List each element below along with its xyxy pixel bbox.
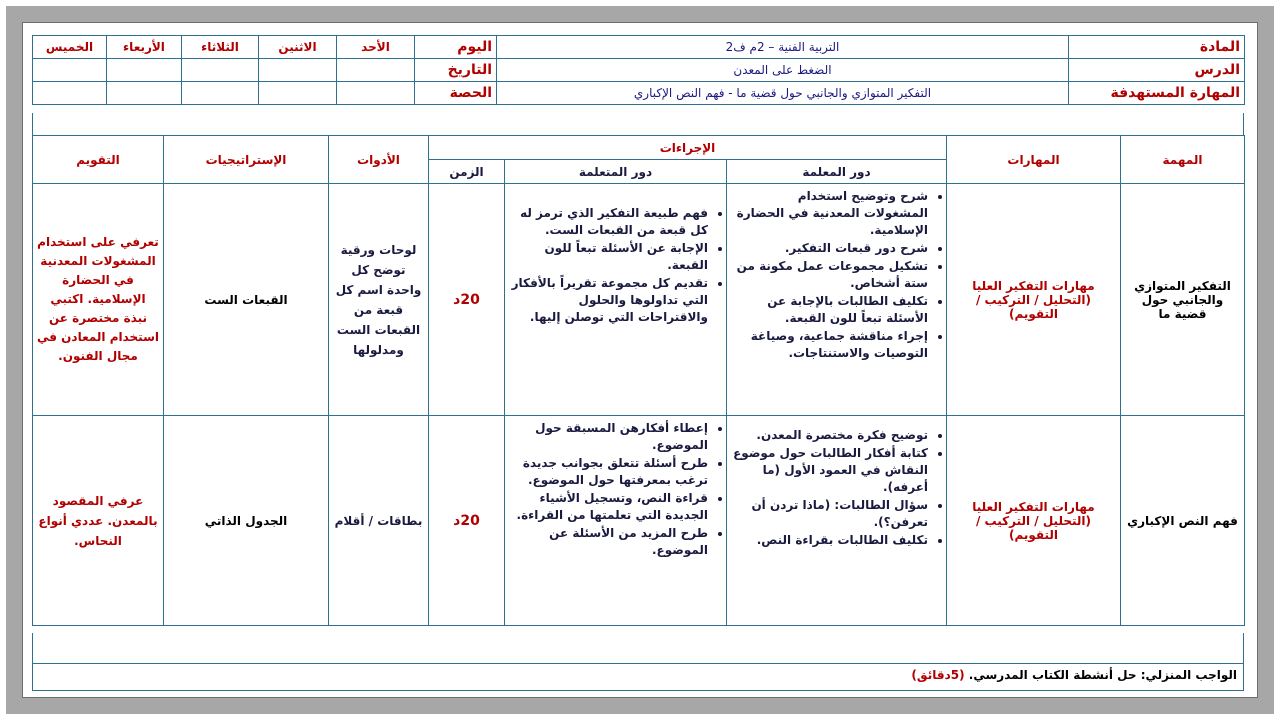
period-cell: [33, 82, 107, 105]
list-item: • شرح وتوضيح استخدام المشغولات المعدنية في الحضارة الإسلامية.: [731, 188, 928, 239]
subject-value: التربية الفنية – 2م ف2: [497, 36, 1069, 59]
task-cell: فهم النص الإكباري: [1121, 416, 1245, 626]
strategies-cell: الجدول الذاتي: [164, 416, 329, 626]
time-cell: 20د: [429, 184, 505, 416]
list-item: • فهم طبيعة التفكير الذي ترمز له كل قبعة من القبعات الست.: [509, 205, 708, 239]
date-cell: [259, 59, 337, 82]
tools-cell: لوحات ورقية توضح كل واحدة اسم كل قبعة من القبعات الست ومدلولها: [329, 184, 429, 416]
period-cell: [337, 82, 415, 105]
col-student-role-header: دور المتعلمة: [505, 160, 727, 184]
homework-label: الواجب المنزلي:: [1140, 668, 1237, 682]
table-row: [33, 184, 1245, 416]
evaluation-cell: تعرفي على استخدام المشغولات المعدنية في الحضارة الإسلامية. اكتبي نبذة مختصرة عن استخدام المعادن في مجال الفنون.: [33, 184, 164, 416]
header-table: [32, 35, 1245, 105]
strategies-cell: القبعات الست: [164, 184, 329, 416]
skill-label: المهارة المستهدفة: [1069, 82, 1245, 105]
list-item: • سؤال الطالبات: (ماذا تردن أن تعرفن؟).: [731, 497, 928, 531]
date-label: التاريخ: [415, 59, 497, 82]
task-cell: التفكير المتوازي والجانبي حول قضية ما: [1121, 184, 1245, 416]
homework-footer: [32, 663, 1244, 691]
col-skills-header: المهارات: [947, 136, 1121, 184]
list-item: • تشكيل مجموعات عمل مكونة من ستة أشخاص.: [731, 258, 928, 292]
list-item: • تكليف الطالبات بالإجابة عن الأسئلة تبعاً للون القبعة.: [731, 293, 928, 327]
list-item: • تكليف الطالبات بقراءة النص.: [731, 532, 928, 549]
teacher-role-cell: [727, 184, 947, 416]
skill-value: التفكير المتوازي والجانبي حول قضية ما - فهم النص الإكباري: [497, 82, 1069, 105]
student-role-cell: [505, 184, 727, 416]
list-item: • طرح أسئلة تتعلق بجوانب جديدة ترغب بمعرفتها حول الموضوع.: [509, 455, 708, 489]
period-label: الحصة: [415, 82, 497, 105]
time-cell: 20د: [429, 416, 505, 626]
day-wednesday: الأربعاء: [107, 36, 182, 59]
list-item: • إعطاء أفكارهن المسبقة حول الموضوع.: [509, 420, 708, 454]
list-item: • إجراء مناقشة جماعية، وصياغة التوصيات والاستنتاجات.: [731, 328, 928, 362]
date-cell: [182, 59, 259, 82]
day-label: اليوم: [415, 36, 497, 59]
period-cell: [259, 82, 337, 105]
date-cell: [33, 59, 107, 82]
spacer-row: [32, 113, 1244, 135]
list-item: • طرح المزيد من الأسئلة عن الموضوع.: [509, 525, 708, 559]
list-item: • كتابة أفكار الطالبات حول موضوع النقاش في العمود الأول (ما أعرفه).: [731, 445, 928, 496]
tools-cell: بطاقات / أقلام: [329, 416, 429, 626]
skills-cell: مهارات التفكير العليا (التحليل / التركيب / التقويم): [947, 184, 1121, 416]
subject-label: المادة: [1069, 36, 1245, 59]
procedures-table: [32, 135, 1245, 626]
list-item: • شرح دور قبعات التفكير.: [731, 240, 928, 257]
table-row: [33, 416, 1245, 626]
col-tools-header: الأدوات: [329, 136, 429, 184]
list-item: • توضيح فكرة مختصرة المعدن.: [731, 427, 928, 444]
evaluation-cell: عرفي المقصود بالمعدن. عددي أنواع النحاس.: [33, 416, 164, 626]
gap-row: [32, 633, 1244, 663]
col-task-header: المهمة: [1121, 136, 1245, 184]
list-item: • قراءة النص، وتسجيل الأشياء الجديدة التي تعلمتها من القراءة.: [509, 490, 708, 524]
lesson-value: الضغط على المعدن: [497, 59, 1069, 82]
day-monday: الاثنين: [259, 36, 337, 59]
period-cell: [182, 82, 259, 105]
teacher-role-cell: [727, 416, 947, 626]
day-tuesday: الثلاثاء: [182, 36, 259, 59]
col-teacher-role-header: دور المعلمة: [727, 160, 947, 184]
homework-time: (5دقائق): [911, 668, 965, 682]
period-cell: [107, 82, 182, 105]
homework-text: حل أنشطة الكتاب المدرسي.: [968, 668, 1137, 682]
lesson-plan-sheet: [32, 35, 1244, 691]
list-item: • تقديم كل مجموعة تقريراً بالأفكار التي تداولوها والحلول والاقتراحات التي توصلن إليها.: [509, 275, 708, 326]
student-role-cell: [505, 416, 727, 626]
col-time-header: الزمن: [429, 160, 505, 184]
date-cell: [337, 59, 415, 82]
col-procedures-header: الإجراءات: [429, 136, 947, 160]
col-strategies-header: الإستراتيجيات: [164, 136, 329, 184]
list-item: • الإجابة عن الأسئلة تبعاً للون القبعة.: [509, 240, 708, 274]
date-cell: [107, 59, 182, 82]
skills-cell: مهارات التفكير العليا (التحليل / التركيب / التقويم): [947, 416, 1121, 626]
lesson-label: الدرس: [1069, 59, 1245, 82]
day-thursday: الخميس: [33, 36, 107, 59]
day-sunday: الأحد: [337, 36, 415, 59]
col-evaluation-header: التقويم: [33, 136, 164, 184]
